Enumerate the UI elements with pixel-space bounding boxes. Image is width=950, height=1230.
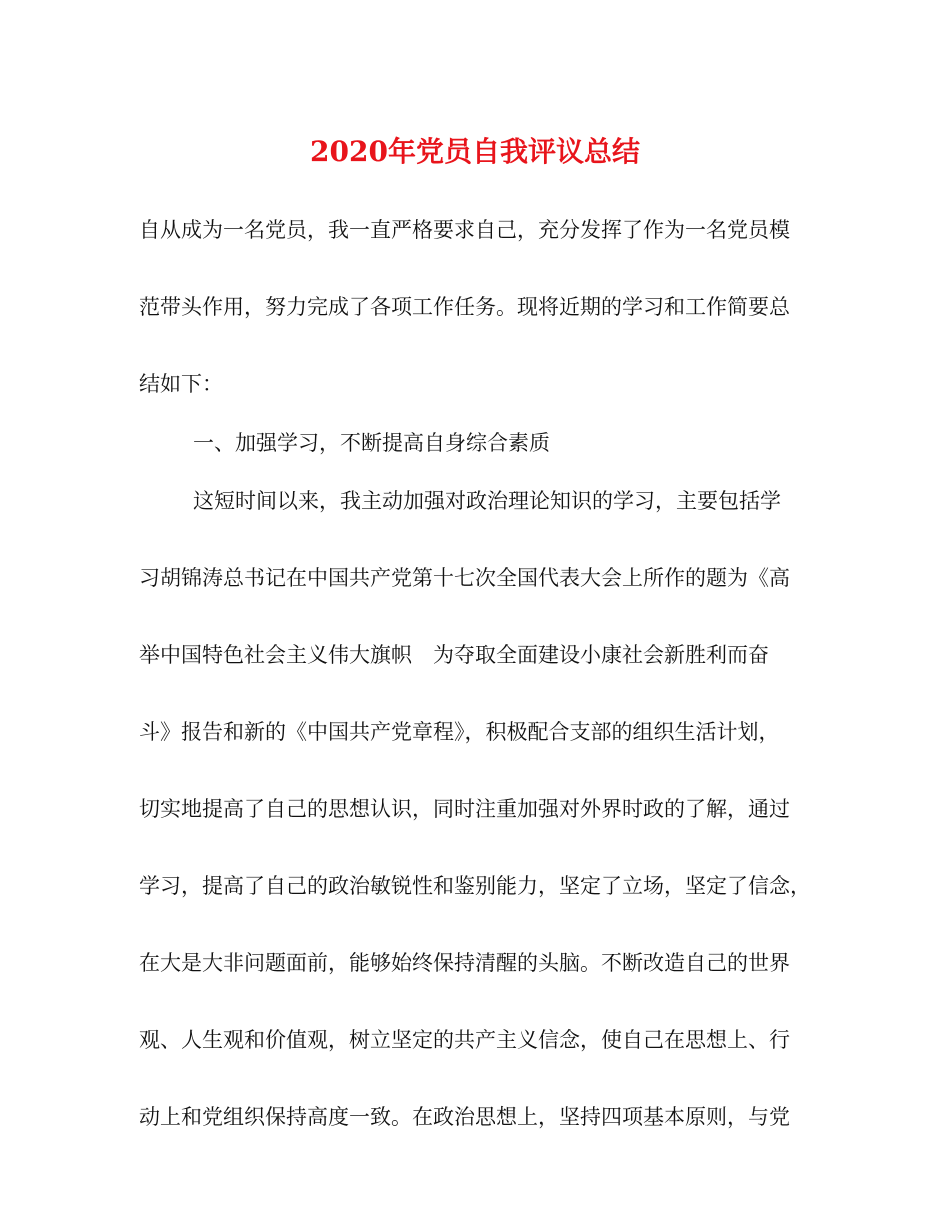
section-heading: 一、加强学习，不断提高自身综合素质 [193,431,550,455]
document-title: 2020年党员自我评议总结 [310,135,640,168]
paragraph-line: 观、人生观和价值观，树立坚定的共产主义信念，使自己在思想上、行 [139,1028,790,1052]
paragraph-line: 自从成为一名党员，我一直严格要求自己，充分发挥了作为一名党员模 [139,218,790,242]
paragraph-line: 习胡锦涛总书记在中国共产党第十七次全国代表大会上所作的题为《高 [139,566,790,590]
paragraph-line: 斗》报告和新的《中国共产党章程》，积极配合支部的组织生活计划， [139,720,780,744]
paragraph-line: 范带头作用，努力完成了各项工作任务。现将近期的学习和工作简要总 [139,295,790,319]
paragraph-line: 切实地提高了自己的思想认识，同时注重加强对外界时政的了解，通过 [139,797,790,821]
paragraph-line: 在大是大非问题面前，能够始终保持清醒的头脑。不断改造自己的世界 [139,951,790,975]
paragraph-line: 结如下： [139,372,223,396]
paragraph-line: 这短时间以来，我主动加强对政治理论知识的学习，主要包括学 [193,489,781,513]
paragraph-line: 学习，提高了自己的政治敏锐性和鉴别能力，坚定了立场，坚定了信念， [139,874,811,898]
paragraph-line: 举中国特色社会主义伟大旗帜 为夺取全面建设小康社会新胜利而奋 [139,643,769,667]
paragraph-line: 动上和党组织保持高度一致。在政治思想上，坚持四项基本原则，与党 [139,1105,790,1129]
